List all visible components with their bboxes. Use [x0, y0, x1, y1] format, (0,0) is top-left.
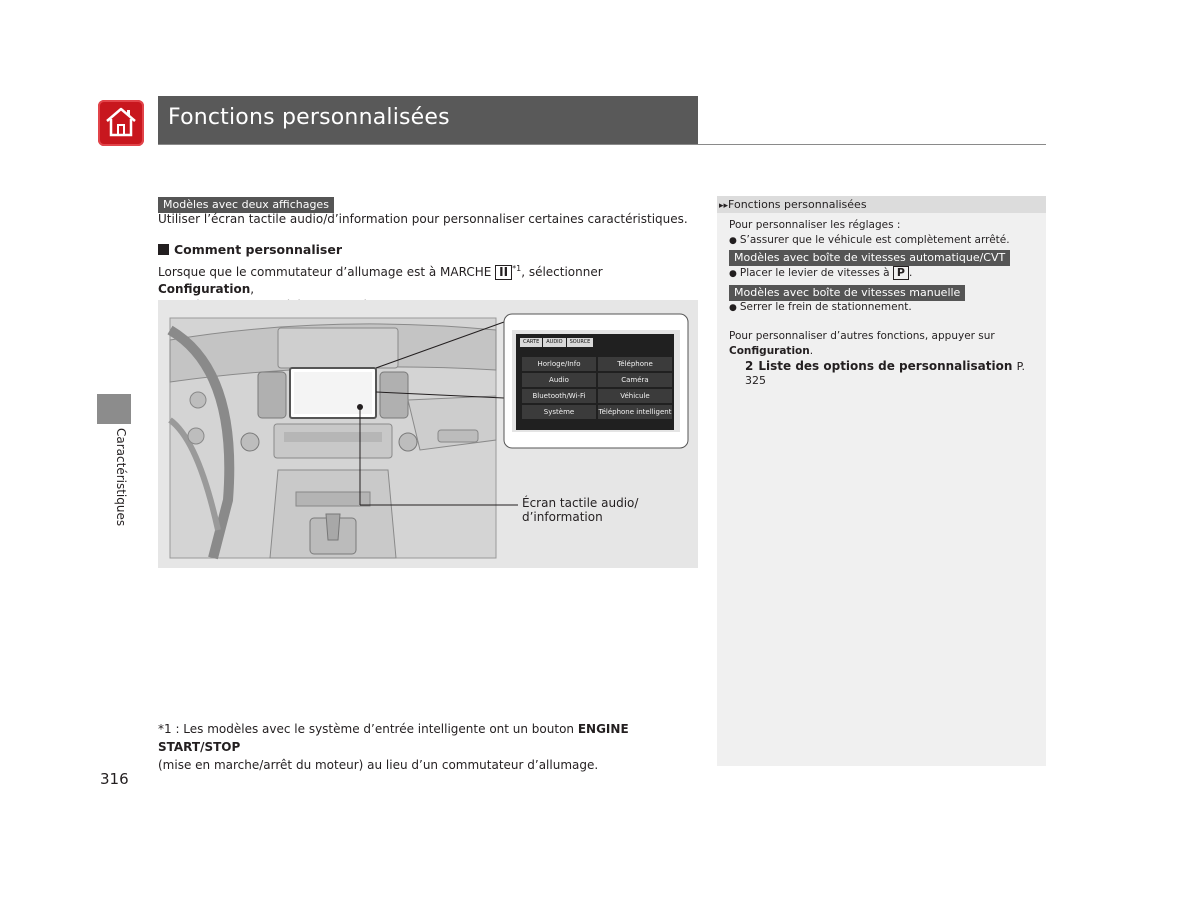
- menu-item-telephone[interactable]: Téléphone: [598, 357, 672, 371]
- models-tag: Modèles avec deux affichages: [158, 193, 334, 213]
- ignition-key-symbol: II: [495, 265, 512, 280]
- title-bar: [158, 96, 698, 144]
- sidebar-tag-auto: Modèles avec boîte de vitesses automatique/CVT: [729, 250, 1010, 266]
- touchscreen-callout: Écran tactile audio/ d’information: [522, 496, 639, 524]
- dashboard-illustration: [158, 300, 698, 568]
- sidebar-tag-manual: Modèles avec boîte de vitesses manuelle: [729, 285, 965, 301]
- menu-item-camera[interactable]: Caméra: [598, 373, 672, 387]
- tab-carte[interactable]: CARTE: [520, 338, 542, 347]
- menu-item-audio[interactable]: Audio: [522, 373, 596, 387]
- menu-item-vehicule[interactable]: Véhicule: [598, 389, 672, 403]
- menu-item-bluetooth-wifi[interactable]: Bluetooth/Wi-Fi: [522, 389, 596, 403]
- tab-audio[interactable]: AUDIO: [543, 338, 565, 347]
- sidebar-intro: Pour personnaliser les réglages :: [729, 219, 901, 231]
- title-divider: [158, 144, 1046, 145]
- sidebar-notes: [717, 196, 1046, 766]
- audio-screen-menu: [516, 334, 674, 430]
- home-button[interactable]: [98, 100, 144, 146]
- bullet-icon: ●: [729, 269, 737, 279]
- tab-source[interactable]: SOURCE: [567, 338, 594, 347]
- page-number: 316: [100, 770, 129, 788]
- howto-paragraph: Lorsque que le commutateur d’allumage est à MARCHE II $^{*1}$, sélectionner Configuration,: [158, 264, 603, 296]
- home-icon: [103, 104, 139, 140]
- chapter-tab-label: Caractéristiques: [114, 428, 128, 527]
- sidebar-heading: ▸▸Fonctions personnalisées: [717, 196, 1046, 213]
- sidebar-other-line: Pour personnaliser d’autres fonctions, appuyer sur: [729, 330, 995, 342]
- footnote-ref: *1: [512, 264, 522, 273]
- square-bullet-icon: [158, 244, 169, 255]
- menu-item-systeme[interactable]: Système: [522, 405, 596, 419]
- bullet-icon: ●: [729, 303, 737, 313]
- menu-item-horloge-info[interactable]: Horloge/Info: [522, 357, 596, 371]
- footnote: *1 : Les modèles avec le système d’entrée intelligente ont un bouton ENGINE START/STOP (mise en marche/arrêt du moteur) au lieu d’un commutateur d’allumage.: [158, 722, 629, 772]
- screen-tabs: [520, 338, 593, 347]
- sidebar-bullet-2: ● Placer le levier de vitesses à P .: [729, 266, 913, 279]
- gear-p-symbol: P: [893, 266, 909, 280]
- sidebar-other-config: Configuration.: [729, 345, 814, 357]
- sidebar-bullet-1: ● S’assurer que le véhicule est complètement arrêté.: [729, 234, 1010, 246]
- reference-page: P. 325: [745, 360, 1025, 387]
- screen-menu-grid: [522, 357, 672, 419]
- intro-text: Utiliser l’écran tactile audio/d’information pour personnaliser certaines caractéristiques.: [158, 212, 688, 226]
- double-arrow-icon: ▸▸: [719, 201, 729, 211]
- sidebar-bullet-3: ● Serrer le frein de stationnement.: [729, 301, 912, 313]
- chapter-tab-marker[interactable]: [97, 394, 131, 424]
- page-title: Fonctions personnalisées: [168, 105, 450, 130]
- menu-item-telephone-intelligent[interactable]: Téléphone intelligent: [598, 405, 672, 419]
- reference-arrow-icon: 2: [745, 359, 754, 373]
- section-heading: Comment personnaliser: [158, 242, 342, 257]
- bullet-icon: ●: [729, 236, 737, 246]
- reference-link[interactable]: 2 Liste des options de personnalisation P. 325: [745, 359, 1025, 387]
